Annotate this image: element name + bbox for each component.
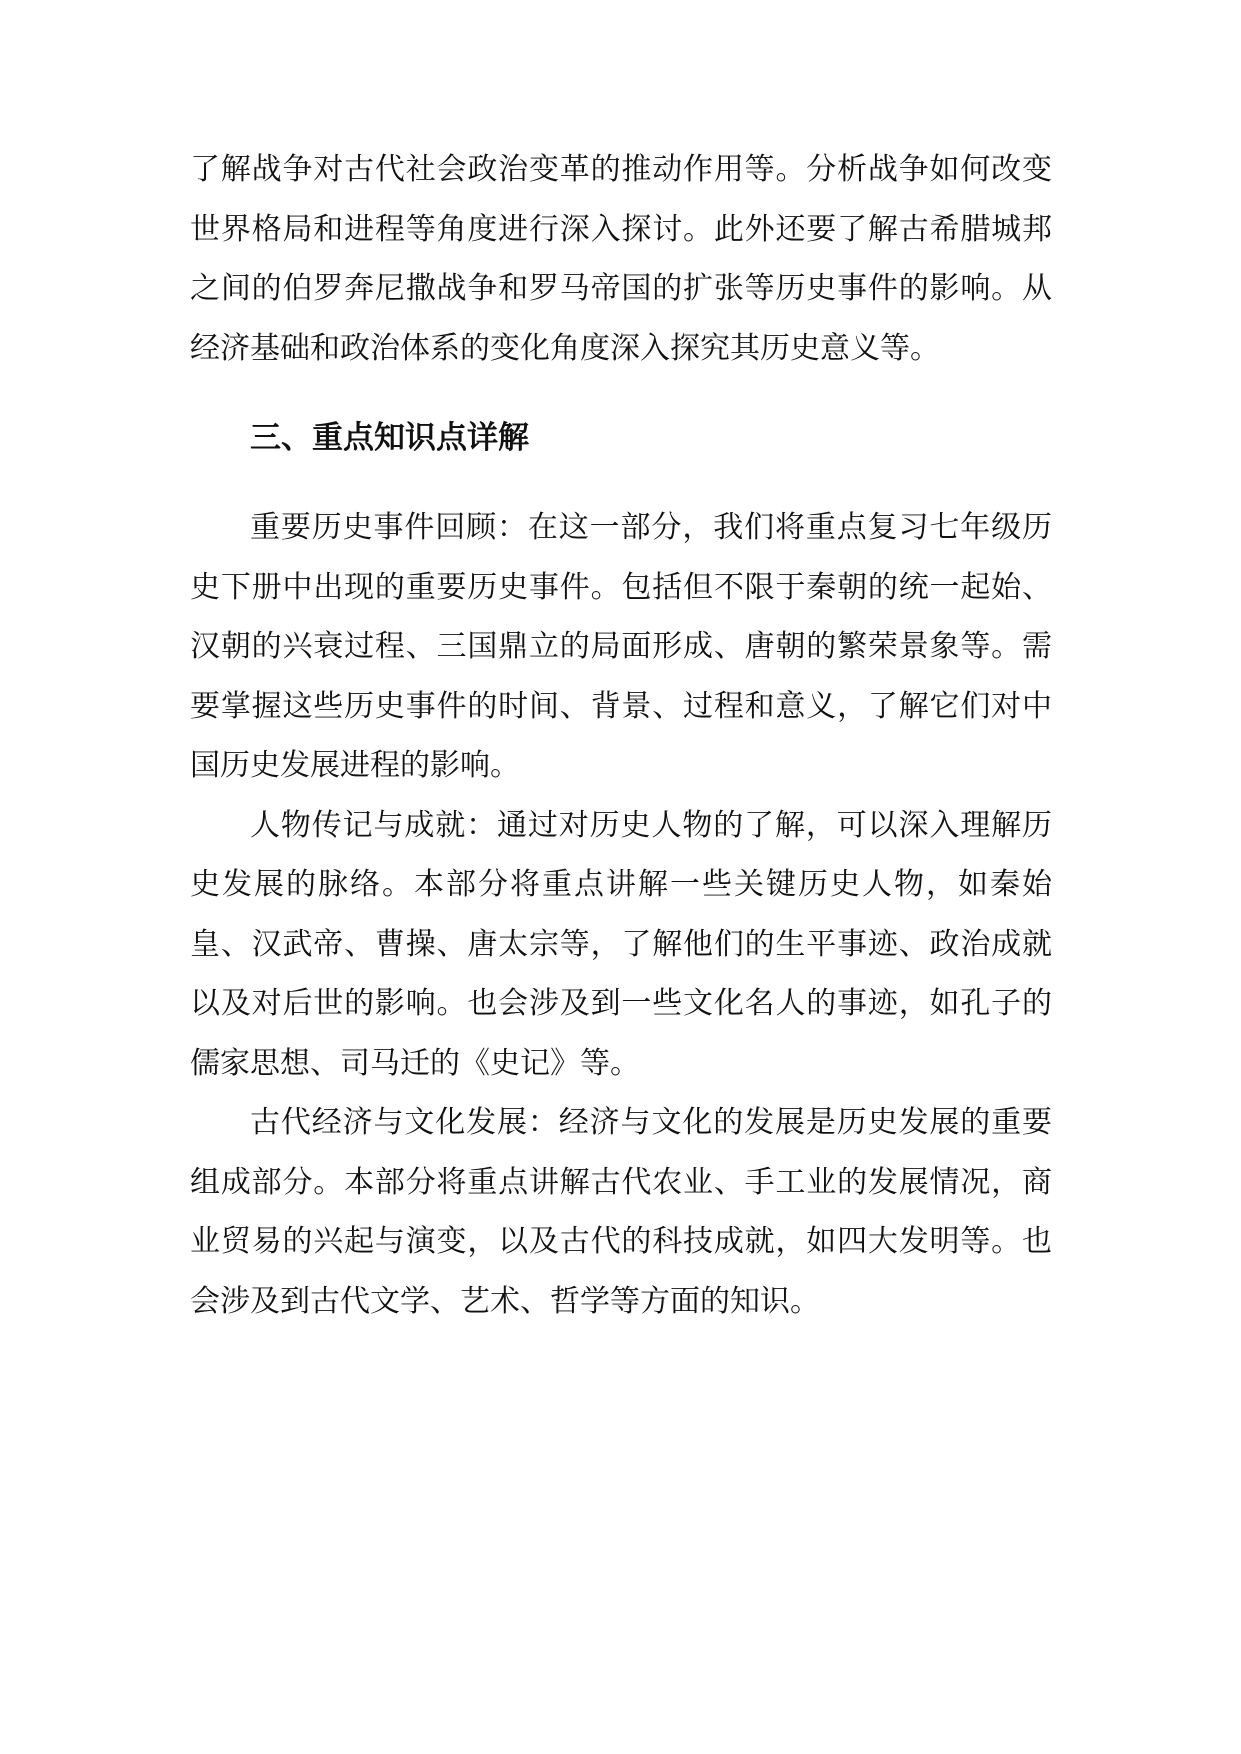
paragraph-economy-culture: 古代经济与文化发展：经济与文化的发展是历史发展的重要组成部分。本部分将重点讲解古代农业、手工业的发展情况，商业贸易的兴起与演变，以及古代的科技成就，如四大发明等。也会涉及到古代文学、艺术、哲学等方面的知识。	[190, 1105, 1052, 1319]
paragraph-biographies: 人物传记与成就：通过对历史人物的了解，可以深入理解历史发展的脉络。本部分将重点讲解一些关键历史人物，如秦始皇、汉武帝、曹操、唐太宗等，了解他们的生平事迹、政治成就以及对后世的影响。也会涉及到一些文化名人的事迹，如孔子的儒家思想、司马迁的《史记》等。	[190, 807, 1052, 1081]
continued-paragraph: 了解战争对古代社会政治变革的推动作用等。分析战争如何改变世界格局和进程等角度进行深入探讨。此外还要了解古希腊城邦之间的伯罗奔尼撒战争和罗马帝国的扩张等历史事件的影响。从经济基础和政治体系的变化角度深入探究其历史意义等。	[190, 152, 1052, 366]
document-body	[190, 140, 1052, 1331]
section-heading: 三、重点知识点详解	[250, 420, 529, 456]
paragraph-history-events: 重要历史事件回顾：在这一部分，我们将重点复习七年级历史下册中出现的重要历史事件。包括但不限于秦朝的统一起始、汉朝的兴衰过程、三国鼎立的局面形成、唐朝的繁荣景象等。需要掌握这些历史事件的时间、背景、过程和意义，了解它们对中国历史发展进程的影响。	[190, 510, 1052, 783]
